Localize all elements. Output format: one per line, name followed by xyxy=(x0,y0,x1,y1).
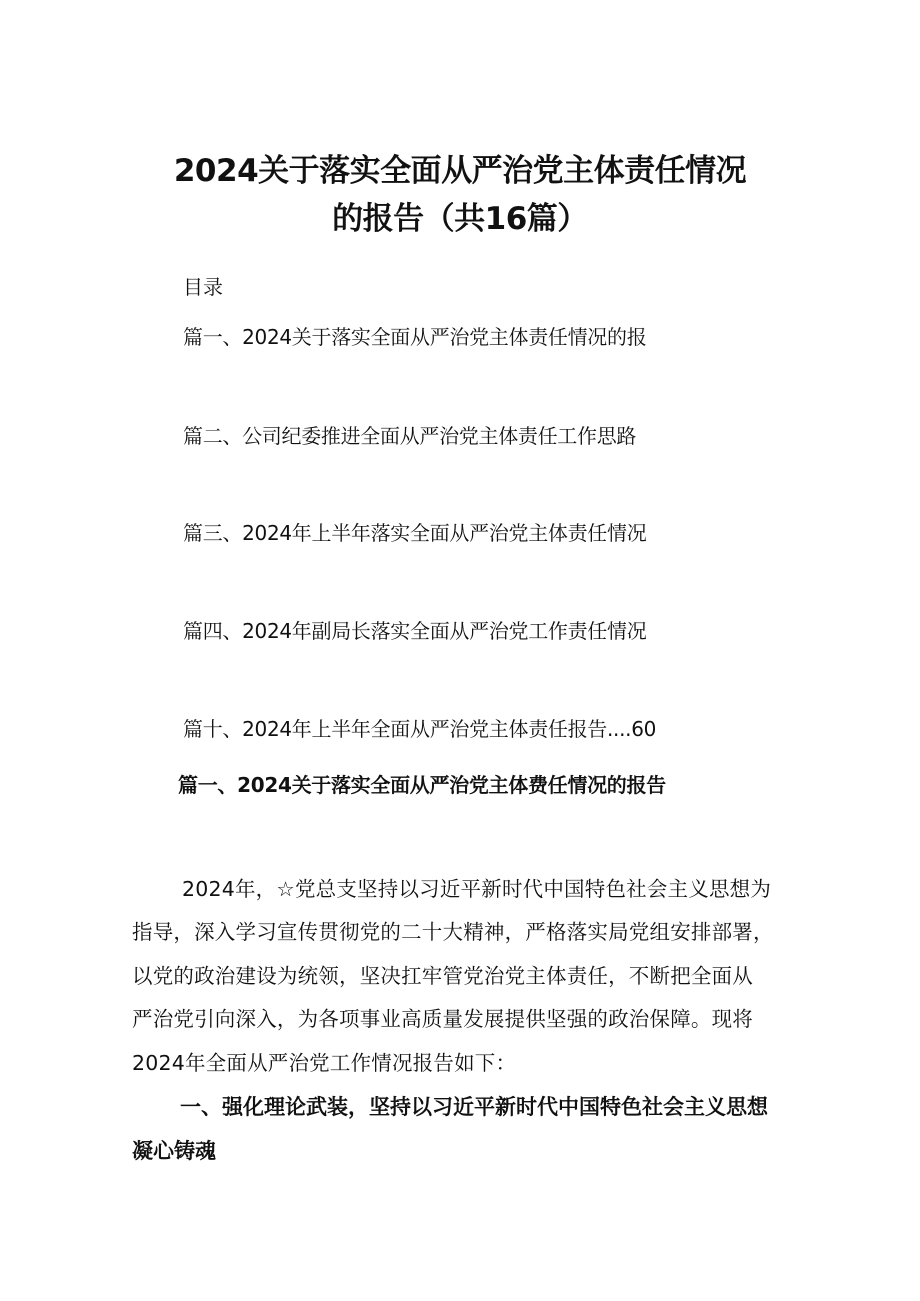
paragraph-line: 以党的政治建设为统领，坚决扛牢管党治党主体责任，不断把全面从 xyxy=(132,964,753,988)
toc-item: 篇二、公司纪委推进全面从严治党主体责任工作思路 xyxy=(183,424,637,448)
subheading-line: 凝心铸魂 xyxy=(132,1139,216,1163)
toc-item: 篇十、2024年上半年全面从严治党主体责任报告....60 xyxy=(183,717,657,741)
paragraph-line: 严治党引向深入，为各项事业高质量发展提供坚强的政治保障。现将 xyxy=(132,1007,753,1031)
toc-item: 篇一、2024关于落实全面从严治党主体责任情况的报 xyxy=(183,325,647,349)
section-heading: 篇一、2024关于落实全面从严治党主体费任情况的报告 xyxy=(178,773,666,797)
document-title-line-2: 的报告（共16篇） xyxy=(332,201,588,237)
paragraph-line: 2024年，☆党总支坚持以习近平新时代中国特色社会主义思想为 xyxy=(182,877,772,901)
toc-item: 篇三、2024年上半年落实全面从严治党主体责任情况 xyxy=(183,521,647,545)
toc-heading: 目录 xyxy=(183,275,223,299)
paragraph-line: 指导，深入学习宣传贯彻党的二十大精神，严格落实局党组安排部署， xyxy=(132,920,774,944)
toc-item: 篇四、2024年副局长落实全面从严治党工作责任情况 xyxy=(183,619,647,643)
paragraph-line: 2024年全面从严治党工作情况报告如下： xyxy=(132,1051,517,1075)
document-title-line-1: 2024关于落实全面从严治党主体责任情况 xyxy=(173,153,747,189)
subheading-line: 一、强化理论武装，坚持以习近平新时代中国特色社会主义思想 xyxy=(180,1095,768,1119)
